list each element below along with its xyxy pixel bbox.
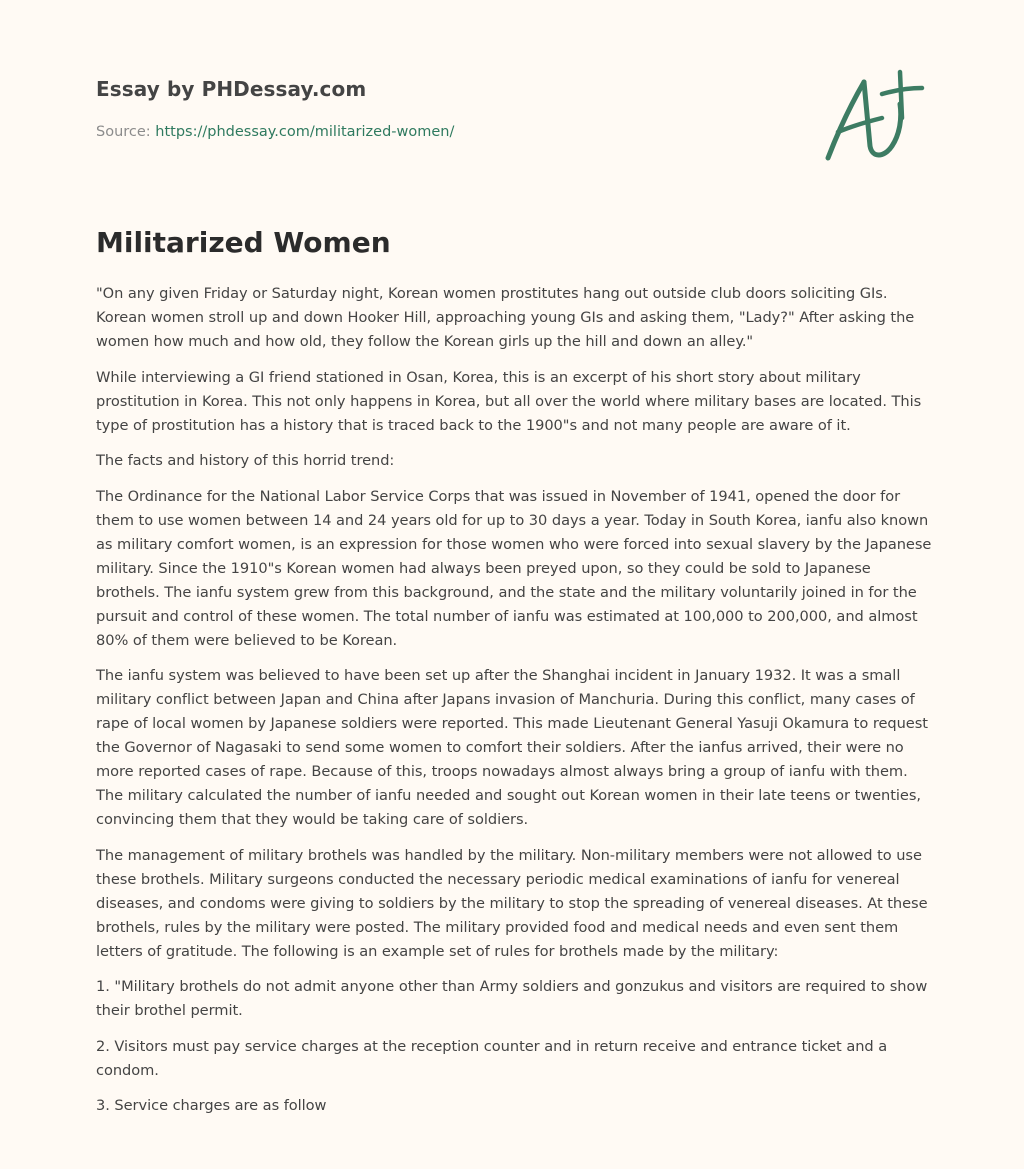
essay-paragraph: The ianfu system was believed to have been set up after the Shanghai incident in January 1932. It was a small military conflict between Japan and China after Japans invasion of Manchuria. During this conflict, many cases of rape of local women by Japanese soldiers were reported. This made Lieutenant General Yasuji Okamura to request the Governor of Nagasaki to send some women to comfort their soldiers. After the ianfus arrived, their were no more reported cases of rape. Because of this, troops nowadays almost always bring a group of ianfu with them. The military calculated the number of ianfu needed and sought out Korean women in their late teens or twenties, convincing them that they would be taking care of soldiers. — [96, 667, 928, 828]
essay-paragraph: 3. Service charges are as follow — [96, 1097, 327, 1114]
essay-paragraph: The Ordinance for the National Labor Service Corps that was issued in November of 1941, opened the door for them to use women between 14 and 24 years old for up to 30 days a year. Today in South Korea, ianfu also known as military comfort women, is an expression for those women who were forced into sexual slavery by the Japanese military. Since the 1910"s Korean women had always been preyed upon, so they could be sold to Japanese brothels. The ianfu system grew from this background, and the state and the military voluntarily joined in for the pursuit and control of these women. The total number of ianfu was estimated at 100,000 to 200,000, and almost 80% of them were believed to be Korean. — [96, 487, 932, 649]
essay-title: Militarized Women — [96, 226, 391, 259]
essay-paragraph: "On any given Friday or Saturday night, Korean women prostitutes hang out outside club doors soliciting GIs. Korean women stroll up and down Hooker Hill, approaching young GIs and asking them, "Lady?" After asking the women how much and how old, they follow the Korean girls up the hill and down an alley." — [96, 285, 915, 350]
essay-paragraph: While interviewing a GI friend stationed in Osan, Korea, this is an excerpt of his short story about military prostitution in Korea. This not only happens in Korea, but all over the world where military bases are located. This type of prostitution has a history that is traced back to the 1900"s and not many people are aware of it. — [96, 368, 922, 434]
a-plus-logo-icon — [822, 66, 926, 166]
essay-paragraph: 1. "Military brothels do not admit anyone other than Army soldiers and gonzukus and visitors are required to show their brothel permit. — [96, 978, 928, 1019]
source-label: Source: — [96, 124, 156, 140]
essay-body — [96, 282, 932, 1130]
essay-paragraph: The management of military brothels was handled by the military. Non-military members were not allowed to use these brothels. Military surgeons conducted the necessary periodic medical examinations of ianfu for venereal diseases, and condoms were giving to soldiers by the military to stop the spreading of venereal diseases. At these brothels, rules by the military were posted. The military provided food and medical needs and even sent them letters of gratitude. The following is an example set of rules for brothels made by the military: — [96, 846, 928, 960]
essay-page — [96, 0, 932, 1169]
source-link[interactable]: https://phdessay.com/militarized-women/ — [155, 124, 455, 140]
essay-paragraph: The facts and history of this horrid trend: — [96, 452, 395, 469]
source-line — [96, 124, 454, 140]
essay-paragraph: 2. Visitors must pay service charges at the reception counter and in return receive and entrance ticket and a condom. — [96, 1037, 888, 1079]
site-brand: Essay by PHDessay.com — [96, 77, 367, 101]
